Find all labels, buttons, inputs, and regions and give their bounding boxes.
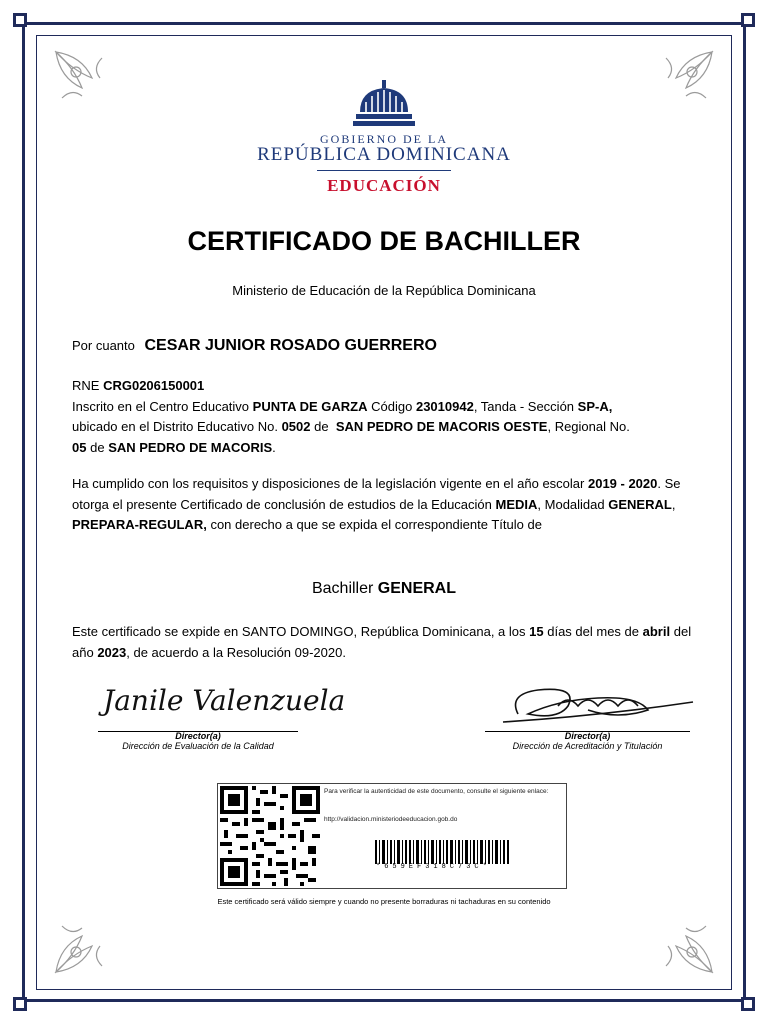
- details-text: , Regional No.: [547, 419, 630, 434]
- signature-label-left: [98, 731, 298, 751]
- signer-role-left: Director(a): [175, 731, 221, 741]
- school-year: 2019 - 2020: [587, 476, 658, 491]
- issue-month: abril: [642, 624, 671, 639]
- details-text: ubicado en el Distrito Educativo No.: [72, 419, 278, 434]
- verification-box: [217, 783, 567, 889]
- recipient-line: [72, 337, 437, 355]
- program-type: PREPARA-REGULAR,: [72, 517, 207, 532]
- signature-right: [498, 680, 698, 732]
- svg-text:Janile Valenzuela: Janile Valenzuela: [103, 684, 346, 717]
- details-text: de: [90, 439, 105, 455]
- recipient-prefix: Por cuanto: [72, 338, 135, 353]
- regional-number: 05: [72, 439, 87, 455]
- enrollment-details: [72, 376, 694, 458]
- details-text: .: [272, 439, 276, 455]
- issue-text: del año: [72, 624, 692, 660]
- issue-statement: [72, 622, 694, 663]
- issue-day: 15: [529, 624, 544, 639]
- issue-text: , de acuerdo a la Resolución 09-2020.: [126, 644, 346, 660]
- signature-left: [98, 672, 346, 732]
- qr-code-icon: [220, 786, 320, 886]
- corner-ornament-bottom-left: [52, 916, 112, 976]
- details-text: Código: [371, 398, 413, 414]
- details-text: , Tanda - Sección: [473, 398, 575, 414]
- district-number: 0502: [281, 419, 311, 434]
- completion-text: ,: [671, 496, 676, 512]
- corner-ornament-top-left: [52, 48, 112, 108]
- corner-ornament-top-right: [656, 48, 716, 108]
- issue-year: 2023: [97, 644, 127, 660]
- logo-divider: [317, 170, 451, 171]
- validity-note: Este certificado será válido siempre y cuando no presente borraduras ni tachaduras en su contenido: [217, 897, 551, 906]
- issue-text: días del mes de: [547, 624, 640, 639]
- verification-instructions: Para verificar la autenticidad de este documento, consulte el siguiente enlace:: [324, 788, 549, 795]
- completion-text: , Modalidad: [537, 496, 605, 512]
- recipient-name: CESAR JUNIOR ROSADO GUERRERO: [144, 337, 437, 354]
- school-code: 23010942: [415, 398, 474, 414]
- modality: GENERAL: [608, 496, 672, 512]
- education-level: MEDIA: [495, 496, 538, 512]
- regional-name: SAN PEDRO DE MACORIS: [108, 439, 273, 455]
- barcode-number: *659EF318C73C*: [376, 863, 491, 871]
- certificate-title: CERTIFICADO DE BACHILLER: [187, 226, 581, 256]
- signer-department-left: Dirección de Evaluación de la Calidad: [122, 741, 274, 751]
- rne-label: RNE: [72, 378, 100, 393]
- logo-line-education: EDUCACIÓN: [327, 176, 441, 195]
- government-dome-logo-icon: [351, 78, 417, 130]
- corner-ornament-bottom-right: [656, 916, 716, 976]
- school-name: PUNTA DE GARZA: [252, 398, 368, 414]
- degree-title: [0, 580, 768, 598]
- section-value: SP-A,: [577, 398, 613, 414]
- completion-text: con derecho a que se expida el correspondiente Título de: [210, 517, 542, 532]
- certificate-subtitle: Ministerio de Educación de la República Dominicana: [232, 283, 536, 298]
- degree-name: GENERAL: [377, 580, 457, 597]
- completion-text: Ha cumplido con los requisitos y disposiciones de la legislación vigente en el año escolar: [72, 476, 585, 491]
- logo-line-republic: REPÚBLICA DOMINICANA: [257, 144, 511, 165]
- details-text: Inscrito en el Centro Educativo: [72, 398, 250, 414]
- issue-text: Este certificado se expide en SANTO DOMINGO, República Dominicana, a los: [72, 624, 526, 639]
- signer-department-right: Dirección de Acreditación y Titulación: [512, 741, 663, 751]
- completion-statement: [72, 474, 694, 536]
- barcode-icon: [375, 840, 509, 864]
- rne-value: CRG0206150001: [103, 378, 205, 393]
- degree-prefix: Bachiller: [311, 580, 374, 597]
- signature-label-right: [485, 731, 690, 751]
- details-text: de: [314, 419, 329, 434]
- logo-line-government: GOBIERNO DE LA: [320, 132, 448, 146]
- completion-text: . Se otorga el presente Certificado de conclusión de estudios de la Educación: [72, 476, 681, 512]
- verification-url[interactable]: http://validacion.ministeriodeeducacion.gob.do: [324, 816, 458, 823]
- signer-role-right: Director(a): [564, 731, 611, 741]
- district-name: SAN PEDRO DE MACORIS OESTE: [335, 419, 548, 434]
